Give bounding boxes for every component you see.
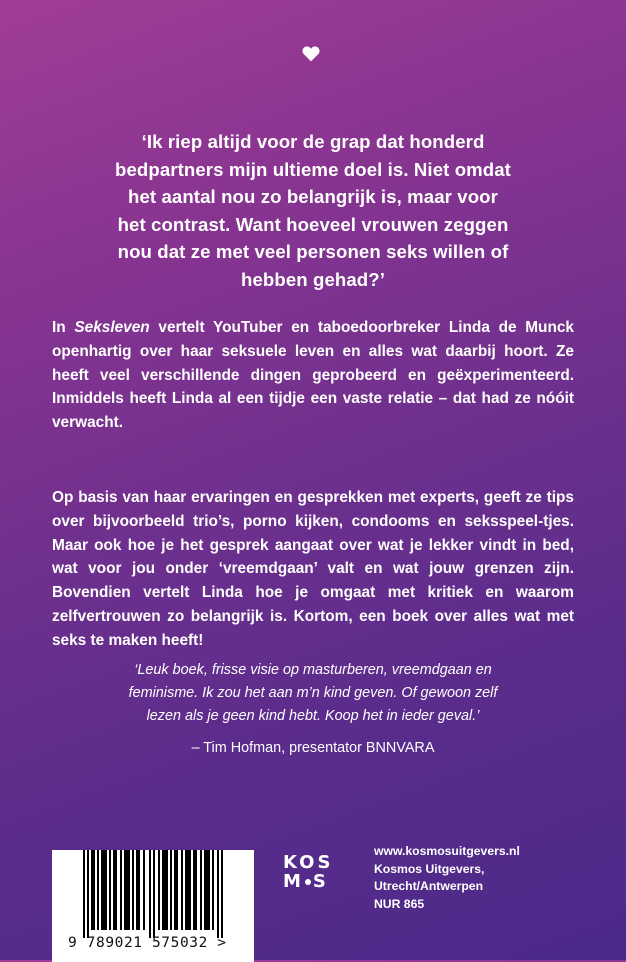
logo-dot-icon: [305, 879, 311, 885]
para1-prefix: In: [52, 319, 75, 336]
publisher-location: Utrecht/Antwerpen: [374, 879, 484, 893]
heart-icon: [302, 45, 320, 62]
lead-quote-line: het contrast. Want hoeveel vrouwen zeggen: [117, 213, 509, 235]
lead-quote-line: hebben gehad?’: [241, 268, 385, 290]
description-paragraph-2: Op basis van haar ervaringen en gesprekken met experts, geeft ze tips over bijvoorbeeld trio’s, porno kijken, condooms en seksspeel-tjes. Maar ook hoe je het gesprek aangaat over wat je lekker vindt in bed, wat voor jou onder ‘vreemdgaan’ valt en wat jouw grenzen zijn. Bovendien vertelt Linda hoe je omgaat met kritiek en waarom zelfvertrouwen zo belangrijk is. Kortom, een boek over alles wat met seks te maken heeft!: [52, 489, 574, 649]
publisher-nur: NUR 865: [374, 896, 425, 911]
lead-quote-line: nou dat ze met veel personen seks willen of: [117, 241, 509, 263]
lead-quote: [60, 128, 566, 294]
isbn-barcode: [52, 850, 254, 962]
logo-line-2: [283, 872, 347, 891]
publisher-name: Kosmos Uitgevers,: [374, 861, 485, 876]
para1-rest: vertelt YouTuber en taboedoorbreker Linda de Munck openhartig over haar seksuele leven en alles wat daarbij hoort. Ze heeft veel verschillende dingen geprobeerd en geëxperimenteerd. Inmiddels heeft Linda al een tijdje een vaste relatie – dat had ze nóóit verwacht.: [52, 319, 574, 432]
blurb-line: ‘Leuk boek, frisse visie op masturberen, vreemdgaan en: [134, 662, 492, 678]
logo-m: M: [283, 871, 304, 892]
blurb-line: lezen als je geen kind hebt. Koop het in ieder geval.’: [146, 708, 480, 724]
logo-line-1: KOS: [283, 852, 334, 873]
lead-quote-line: het aantal nou zo belangrijk is, maar voor: [128, 186, 498, 208]
publisher-info: [374, 843, 520, 913]
review-attribution: – Tim Hofman, presentator BNNVARA: [191, 740, 435, 756]
review-blurb: [58, 659, 568, 728]
lead-quote-line: bedpartners mijn ultieme doel is. Niet omdat: [115, 158, 511, 180]
kosmos-logo: [283, 853, 347, 891]
book-title: Seksleven: [74, 319, 150, 336]
publisher-website: www.kosmosuitgevers.nl: [374, 844, 520, 858]
lead-quote-line: ‘Ik riep altijd voor de grap dat honderd: [141, 131, 485, 152]
logo-s: S: [312, 871, 329, 892]
barcode-bars-icon: [83, 850, 223, 938]
description-paragraph-1: [52, 316, 574, 435]
blurb-line: feminisme. Ik zou het aan m’n kind geven. Of gewoon zelf: [128, 685, 498, 701]
isbn-number: 9 789021 575032 >: [68, 935, 227, 951]
